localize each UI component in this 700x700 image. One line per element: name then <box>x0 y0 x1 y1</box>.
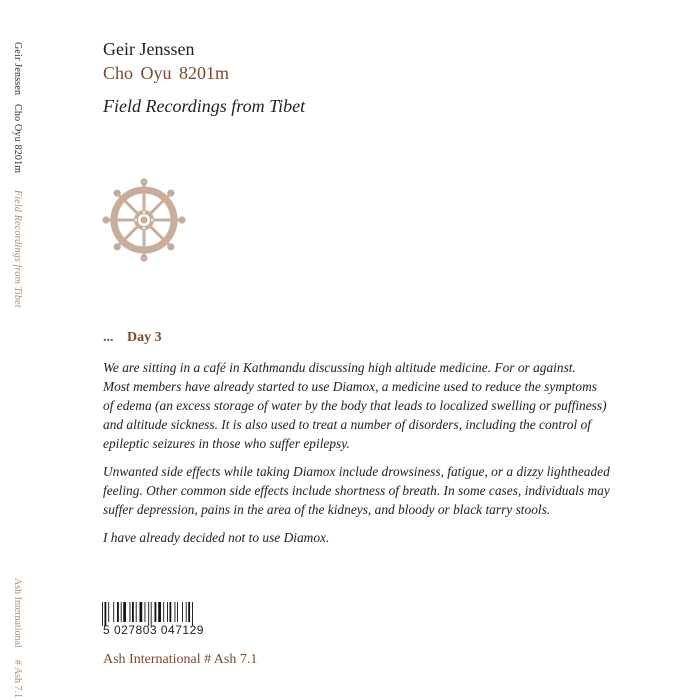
spine-title: Cho Oyu 8201m <box>12 103 23 174</box>
album-title: Cho Oyu 8201m <box>103 63 230 83</box>
artist-name: Geir Jenssen <box>103 39 195 59</box>
barcode-bar <box>167 602 168 622</box>
barcode-bar <box>175 602 176 622</box>
barcode-bar <box>121 602 122 622</box>
liner-notes <box>103 358 643 556</box>
barcode-bar <box>155 602 157 622</box>
barcode-bar <box>132 602 134 622</box>
spine-subtitle: Field Recordings from Tibet <box>12 189 23 308</box>
barcode-bar <box>140 602 143 622</box>
paragraph <box>103 358 643 453</box>
section-heading <box>103 330 162 346</box>
barcode-digits: 5 027803 047129 <box>103 623 204 637</box>
barcode-bar <box>182 602 183 622</box>
dharma-wheel-icon <box>100 176 188 264</box>
heading-day: Day 3 <box>127 330 162 345</box>
barcode-bar <box>113 602 114 622</box>
barcode-bar <box>186 602 187 622</box>
barcode-bar <box>163 602 164 622</box>
barcode-bar <box>123 602 126 622</box>
spine-catalog: # Ash 7.1 <box>12 660 23 699</box>
barcode-bar <box>108 602 109 622</box>
album-subtitle: Field Recordings from Tibet <box>103 96 306 116</box>
barcode-bar <box>170 602 172 622</box>
barcode-bar <box>136 602 137 622</box>
spine-top-text <box>12 42 23 308</box>
spine-artist: Geir Jenssen <box>12 42 23 96</box>
paragraph <box>103 462 643 519</box>
text-line: Unwanted side effects while taking Diamox include drowsiness, fatigue, or a dizzy lightheaded <box>103 464 610 479</box>
text-line: feeling. Other common side effects include shortness of breath. In some cases, individuals may <box>103 483 610 498</box>
barcode-bar <box>188 602 190 622</box>
spine-bottom-text <box>12 578 23 698</box>
barcode-bar <box>158 602 161 622</box>
text-line: Most members have already started to use Diamox, a medicine used to reduce the symptoms <box>103 379 597 394</box>
text-line: suffer depression, pains in the area of the kidneys, and bloody or black tarry stools. <box>103 502 551 517</box>
text-line: I have already decided not to use Diamox. <box>103 530 330 545</box>
text-line: epileptic seizures in those who suffer epilepsy. <box>103 436 350 451</box>
paragraph <box>103 528 643 547</box>
barcode-bar <box>145 602 146 622</box>
barcode-bar <box>117 602 119 622</box>
barcode-bar <box>130 602 131 622</box>
record-label: Ash International # Ash 7.1 <box>103 652 258 667</box>
spine-label: Ash International <box>12 578 23 648</box>
text-line: We are sitting in a café in Kathmandu discussing high altitude medicine. For or against. <box>103 360 576 375</box>
text-line: and altitude sickness. It is also used to treat a number of disorders, including the control of <box>103 417 591 432</box>
text-line: of edema (an excess storage of water by the body that leads to localized swelling or puffiness) <box>103 398 607 413</box>
heading-ellipsis: ... <box>103 330 114 345</box>
barcode-bar <box>177 602 178 622</box>
